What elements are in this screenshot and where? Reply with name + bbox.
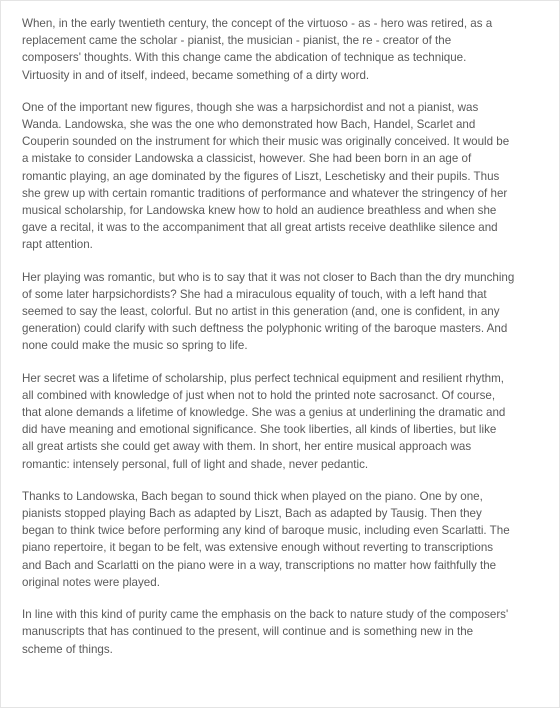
- text-line: generation) could clarify with such deftness the polyphonic writing of the baroque masters. And: [22, 322, 508, 336]
- text-line: and Bach and Scarlatti on the piano were in a way, transcriptions no matter how faithfully the: [22, 558, 497, 572]
- text-line: original notes were played.: [22, 575, 160, 589]
- paragraph-1: [22, 15, 545, 84]
- paragraph-5: [22, 488, 545, 591]
- text-line: of some later harpsichordists? She had a miraculous equality of touch, with a left hand that: [22, 287, 487, 301]
- text-line: Virtuosity in and of itself, indeed, became something of a dirty word.: [22, 68, 370, 82]
- text-line: did have meaning and emotional significance. She took liberties, all kinds of liberties, but like: [22, 423, 497, 437]
- text-line: gave a recital, it was to the accompaniment that all great artists receive deathlike silence and: [22, 221, 498, 235]
- text-line: piano repertoire, it began to be felt, was extensive enough without reverting to transcriptions: [22, 541, 494, 555]
- text-line: Wanda. Landowska, she was the one who demonstrated how Bach, Handel, Scarlet and: [22, 118, 476, 132]
- text-line: a mistake to consider Landowska a classicist, however. She had been born in an age of: [22, 152, 472, 166]
- text-line: Thanks to Landowska, Bach began to sound thick when played on the piano. One by one,: [22, 489, 483, 503]
- paragraph-4: [22, 370, 545, 473]
- text-line: began to think twice before performing any kind of baroque music, including even Scarlatti. The: [22, 524, 510, 538]
- text-line: Her playing was romantic, but who is to say that it was not closer to Bach than the dry munching: [22, 270, 515, 284]
- text-line: When, in the early twentieth century, the concept of the virtuoso - as - hero was retired, as a: [22, 17, 493, 30]
- text-line: Couperin sounded on the instrument for which their music was originally conceived. It would be: [22, 135, 510, 149]
- text-line: all combined with knowledge of just when not to hold the printed note sacrosanct. Of course,: [22, 388, 496, 402]
- text-line: she grew up with certain romantic traditions of performance and whatever the stringency of her: [22, 186, 508, 200]
- text-line: pianists stopped playing Bach as adapted by Liszt, Bach as adapted by Tausig. Then they: [22, 507, 482, 521]
- paragraph-2: [22, 99, 545, 254]
- text-line: none could make the music so spring to life.: [22, 339, 248, 353]
- text-line: One of the important new figures, though she was a harpsichordist and not a pianist, was: [22, 100, 479, 114]
- text-line: seemed to say the least, colorful. But no artist in this generation (and, one is confident, in any: [22, 305, 500, 319]
- text-line: Her secret was a lifetime of scholarship, plus perfect technical equipment and resilient rhythm,: [22, 371, 505, 385]
- text-line: replacement came the scholar - pianist, the musician - pianist, the re - creator of the: [22, 34, 452, 48]
- text-line: In line with this kind of purity came the emphasis on the back to nature study of the composers': [22, 608, 509, 622]
- text-line: all great artists she could get away with them. In short, her entire musical approach was: [22, 440, 472, 454]
- text-line: rapt attention.: [22, 238, 93, 252]
- text-line: romantic: intensely personal, full of light and shade, never pedantic.: [22, 457, 369, 471]
- text-line: composers' thoughts. With this change came the abdication of technique as technique.: [22, 51, 467, 65]
- text-line: romantic playing, an age dominated by the figures of Liszt, Leschetisky and their pupils. Thus: [22, 169, 500, 183]
- text-line: manuscripts that has continued to the present, will continue and is something new in the: [22, 625, 474, 639]
- paragraph-3: [22, 269, 545, 355]
- text-line: musical scholarship, for Landowska knew how to hold an audience breathless and when she: [22, 204, 497, 218]
- text-line: scheme of things.: [22, 642, 113, 656]
- paragraph-6: [22, 606, 545, 658]
- text-line: that alone demands a lifetime of knowledge. She was a genius at underlining the dramatic and: [22, 406, 506, 420]
